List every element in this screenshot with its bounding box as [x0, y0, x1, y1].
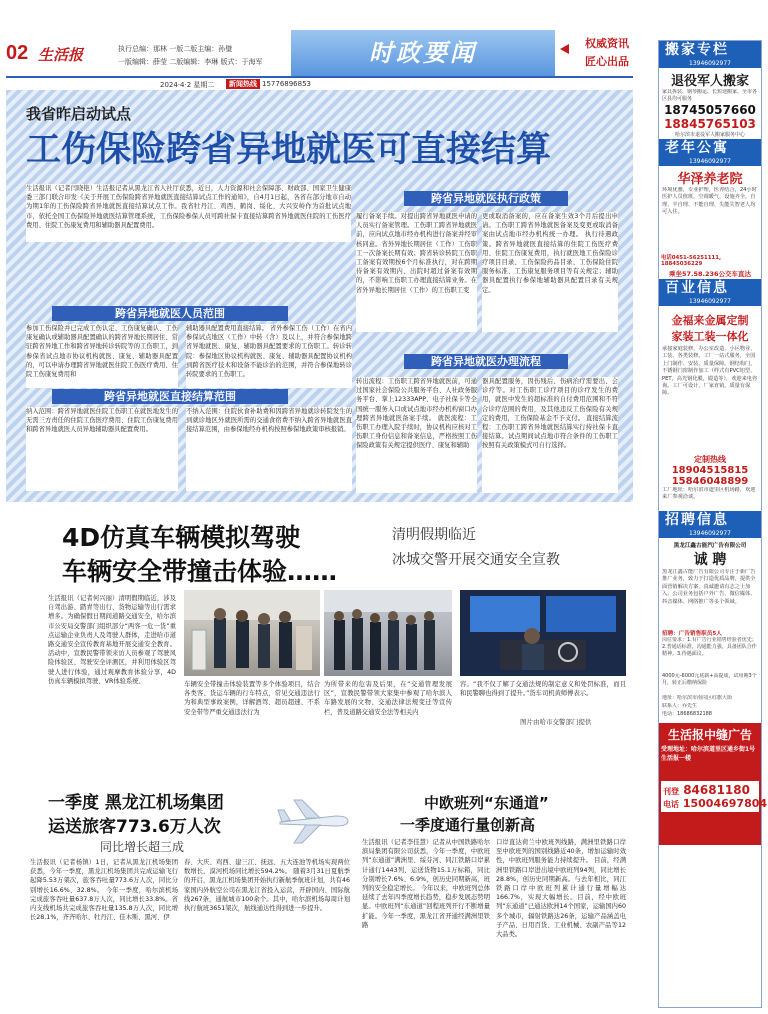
paper-logo: 生活报 [38, 46, 84, 64]
sec1-col2: 辅助器具配置费用直接结算。 省外参保工伤（工作）在省内参保试点地区（工作）中转（含）及以上，并符合参保地跨省异地就医、康复、辅助器具配置要求的工伤职工。转诊转院：参保地区协议机构就医、康复、辅助器具配置协议机构到跨省医疗技术和设备不能诊治的范围，并符合参保地转诊转院要求的工伤职工。 [186, 324, 352, 388]
decor-desc: 承接家庭装修，办公室改造、小区物业、工装、各类装修。工厂一站式服务，全国上门制作、安装，质量保障。钢结构门，不锈钢门窗制作加工（样式有PVC铝型，PET，高光钢化膜，锻造等），欢迎来电咨询。工厂可设计，厂家直销，质量有保障。 [662, 346, 758, 397]
elderly-desc: 环境优雅，专业护理，医养结合，24小时医护人员值班，空调暖气，设施齐全，自理、半自理、不能自理、失能失智老人均可入住。 [662, 187, 757, 216]
moving-phone-2: 18845765103 [664, 117, 756, 131]
decor-contact-label: 定制热线 [694, 455, 726, 464]
railway-headline-2: 一季度通行量创新高 [400, 816, 536, 834]
staff-line-2: 一版编辑：薛莹 二版编辑：李琳 版式：于海军 [118, 58, 263, 66]
ad-number-2: 15004697804 [682, 797, 768, 810]
decor-phone-1: 18904515815 [671, 465, 749, 476]
lead-headline: 工伤保险跨省异地就医可直接结算 [26, 129, 552, 170]
ad-desc: 受理地址：哈尔滨道里区通乡街1号生活报一楼 [661, 746, 756, 762]
decor-head: 百业信息 [659, 279, 761, 298]
airport-col2: 春、大庆、鸡西、建三江、抚远、五大连池等机场实现两位数增长，漠河机场同比增长594.2%。 随着3月31日夏航季的开启，黑龙江机场集团开始执行新航季航班计划，共有46家国内外航空公司在黑龙江省投入运营，开辟国内、国际航线267条，通航城市100余个。其中，哈尔滨机场每周计划执行航班3651架次，航线通达性得到进一步提升。 [184, 859, 350, 913]
arrow-icon [560, 44, 569, 54]
ad-label-1: 刊登 [663, 787, 679, 796]
airport-headline-2: 运送旅客773.6万人次 [48, 817, 221, 837]
sec4-col1: 转出流程：工伤职工跨省异地就医前，可通过国家社会保险公共服务平台、人社政务服务平台、掌上12333APP、电子社保卡等全国统一服务入口或试点地市经办机构窗口办理跨省异地就医备案手续。 就医流程：工伤职工办理入院手续时，协议机构应核对工伤职工身份信息和备案信息，严格按照工伤保险政策有关规定提供医疗、康复和辅助 [356, 377, 477, 493]
sec2-title: 跨省异地就医直接结算范围 [52, 389, 288, 404]
section-banner [291, 30, 555, 76]
jobs-company: 黑龙江鑫古能汽广告有限公司 [673, 543, 747, 549]
railway-col1: 生活报讯（记者李佳慧）记者从中国铁路哈尔滨局集团有限公司获悉，今年一季度，中欧班列“东通道”满洲里、绥芬河、同江铁路口岸累计通行1443列、运送货物15.1万标箱，同比分别增长7.6%、6.9%，创历史同期新高，班列的安全稳定增长。 今年以来，中欧班列总体延续了去年四季度增长趋势，稳步发展态势明显。中欧班列“东通道”回程班列开行不断增量扩能。今年一季度，黑龙江省开通经满洲里铁路 [362, 839, 490, 929]
jobs-head: 招聘信息 [659, 511, 761, 530]
sec1-title: 跨省异地就医人员范围 [52, 306, 288, 321]
drive-body-left: 生活报讯（记者何兴丽）清明假期临近，涉及自驾出游、踏青等出行、货物运输等出行需求增多。为确保假日期间道路交通安全，哈尔滨市公安局交警部门组织部分“两客一危一货”重点运输企业负责人及驾驶人群体，走进哈市道路交通安全宣传教育基地开展交通安全教育。 活动中，宣教民警带领来访人员参观了驾驶风险体验区、驾驶安全评测区，并利用体验区驾驶人进行体验，通过观摩教育体验分享，4D仿真车辆模拟驾驶、VR体验系统、 [48, 595, 176, 685]
lead-intro: 生活报讯（记者闫晓艳）生活报记者从黑龙江省人社厅获悉，近日，人力资源和社会保障部、财政部、国家卫生健康委三部门联合印发《关于开展工伤保险跨省异地就医直接结算试点工作的通知》，自4月1日起，各省在部分地市自动为期1年的工伤保险跨省异地就医直接结算试点工作。我省牡丹江、鸡西、鹤岗、绥化、大兴安岭作为首批试点地市，依托全国工伤保险异地就医结算管理系统，工伤保险参保人员可跨社保卡直接结算跨省异地就医住院的工伤医疗费用、住院工伤康复费用和辅助器具配置费用。 [26, 184, 351, 242]
jobs-salary: 4000元-6000元底薪+高提成，试用期3个月，转正后缴纳保险 [662, 673, 757, 686]
drive-body-mid: 车辆安全带撞击体验装置等多个体验项目，结合各类客、货运车辆的行车特点，常见交通违法行为和典型事故案例，详解酒驾、超员超速、不系安全带等严重交通违法行为 [184, 681, 320, 716]
sec4-col2: 器具配置服务，因伤残后、伤病治疗需要出、会诊疗等。对工伤职工诊疗项目的诊疗发生的费用，就医中发生的超标准的自付费用范围和不符合诊疗范围的费用，及其他违反工伤保险有关规定的费用，工伤保险基金不予支付。 直接结算流程：工伤职工跨省异地就医结算实行持社保卡直接结算。试点期间试点地市符合条件的工伤职工按照有关政策模式可自行选择。 [482, 377, 618, 493]
jobs-addr: 地址：哈尔滨市南岗区红旗大街 [662, 695, 733, 701]
section-title: 时政要闻 [369, 39, 477, 67]
airport-col1: 生活报讯（记者杨镇）1日，记者从黑龙江机场集团获悉，今年一季度，黑龙江机场集团共完成运输飞行起降5.53万架次，旅客吞吐量773.6万人次，同比分别增长16.6%、32.8%。 今年一季度，哈尔滨机场完成旅客吞吐量637.8万人次，同比增长33.8%。省内支线机场共完成旅客吞吐量135.8万人次，同比增长28.1%，齐齐哈尔、牡丹江、佳木斯、黑河、伊 [30, 859, 178, 922]
railway-col2: 口岸直达荷兰中欧班列线路，满洲里铁路口岸至中欧班列的国别线路近40条，增加运输时效性，中欧班列服务能力持续提升。 目前，经满洲里铁路口岸进出境中欧班列94列，同比增长28.8%，创历史同期新高。与去年相比，同江铁路口岸中欧班列累计通行量增幅达166.7%，实现大幅增长。目前，经中欧班列“东通道”已通达欧洲14个国家，运输国内60多个城市，辐射铁路达26条，运输产品涵盖电子产品、日用百货、工业机械、农副产品等12大品类。 [496, 839, 626, 939]
sec2-col1: 纳入范围：跨省异地就医住院工伤职工在就医地发生的无需三方责任的住院工伤医疗费用、住院工伤康复费用和跨省异地就医人员异地辅助器具配置费用。 [26, 407, 178, 491]
moving-phone-1: 18745057660 [664, 103, 756, 117]
ad-number-1: 84681180 [683, 783, 750, 797]
ad-box [659, 723, 768, 845]
page-number: 02 [6, 42, 29, 64]
lead-kicker: 我省昨启动试点 [26, 105, 132, 123]
jobs-desc: 黑龙江鑫古能广告有限公司专注于新广告推广业务，致力于打造优质品牌，提供全面营销解决方案，真诚邀请有志之士加入。公司业务包括户外广告、微信媒体、抖音媒体、网络推广等多个领域。 [662, 569, 756, 605]
header-rule [6, 76, 633, 78]
jobs-positions: 招聘：广告销售职员5人 [662, 631, 722, 637]
elderly-head: 老年公寓 [659, 139, 761, 158]
ad-numbers [661, 781, 768, 812]
airport-headline-1: 一季度 黑龙江机场集团 [48, 793, 224, 813]
sec4-title: 跨省异地就医办理流程 [404, 354, 568, 369]
sec1-col1: 参加工伤保险并已完成工伤认定、工伤康复确认、工伤康复确认或辅助器具配置确认的跨省异地长期居住、常驻跨省异地工作和跨省异地转诊转院等的工伤职工，到参保省试点地市协议机构就医、康复、辅助器具配置的，可以申请办理跨省异地就医住院工伤医疗费用、住院工伤康复费用和 [26, 324, 178, 388]
airplane-icon [276, 796, 352, 846]
moving-desc: 家具拆装、钢琴搬运、长短途搬家、全市各区县均可服务 [662, 89, 758, 102]
hotline-label: 新闻热线 [226, 79, 260, 89]
slogan-2: 匠心出品 [585, 55, 629, 68]
training-photo-1 [184, 590, 320, 676]
decor-title-1: 金福来金属定制 [671, 314, 749, 327]
moving-tel: 13946092977 [659, 60, 761, 68]
sec3-col1: 履行备案手续。对提出跨省异地就医申请的人员实行备案管理。工伤职工跨省异地就医前，应向试点地市经办机构进行备案并经审核同意。省外异地长期居住（工作）工伤职工一次备案长期有效；跨省转诊转院工伤职工备案有效期按6个月标准执行，对在跨期待备案有效期内、出院时超过备案有效期的，不影响工伤职工办理直接结算业务。在省外异地长期居住（工作）的工伤职工变 [356, 212, 477, 332]
sidebar [658, 40, 768, 1008]
moving-title: 退役军人搬家 [670, 74, 749, 89]
drive-headline-1: 4D仿真车辆模拟驾驶 [62, 523, 301, 552]
elderly-phones: 电话0451-56251111, 18845036229 [661, 255, 722, 267]
staff-line-1: 执行总编：那林 一版二版主编：孙璧 [118, 45, 233, 53]
ad-line-1 [663, 783, 757, 797]
elderly-addr: 乘坐57.58.236公交车直达 [668, 270, 752, 278]
sec2-col2: 不纳入范围：住院伙食补助费和因跨省异地就诊转院发生的到就诊地区外就医所需的交通食宿费不纳入跨省异地就医直接结算范围，由参保地经办机构按照参保地政策审核报销。 [186, 407, 352, 491]
decor-tel: 13946092977 [659, 298, 761, 306]
drive-sub-2: 冰城交警开展交通安全宣教 [392, 552, 560, 568]
hotline-number: 15776896853 [262, 80, 311, 88]
training-photo-3 [460, 590, 626, 676]
decor-title-2: 家装工装一体化 [671, 330, 749, 343]
ad-title: 生活报中缝广告 [667, 728, 752, 742]
ad-label-2: 电话 [663, 800, 679, 809]
elderly-tel: 13946092977 [659, 158, 761, 166]
decor-addr: 工厂地址：哈尔滨市道里区机场路，欢迎来厂参观洽谈。 [662, 487, 756, 500]
jobs-requirements: 岗位要求：1.有广告行业销售经验者优先；2.普通话标准，沟通能力强，具备团队合作精神。3.待遇面议。 [662, 637, 757, 657]
date-line: 2024·4·2 星期二 [160, 81, 215, 89]
moving-head: 搬家专栏 [659, 41, 761, 60]
training-photo-2 [324, 590, 452, 676]
photo-content [324, 590, 452, 676]
drive-sub-1: 清明假期临近 [392, 527, 476, 543]
moving-footer: 哈尔滨市退役军人搬家服务中心 [674, 132, 745, 138]
jobs-tel: 13946092977 [659, 530, 761, 538]
airport-sub: 同比增长超三成 [100, 840, 185, 854]
railway-headline-1: 中欧班列“东通道” [424, 794, 549, 812]
drive-body-r1: 为所带来的危害及后果，在“交通管理发展区”，宣教民警带领大家集中参观了哈尔滨人车路发展的文物、交通法律法规变迁等宣传栏，普及道路交通安全法等相关内 [324, 681, 452, 716]
photo-caption: 图片由哈市交警部门提供 [520, 718, 592, 726]
drive-headline-2: 车辆安全带撞击体验…… [62, 557, 338, 586]
photo-content [460, 590, 626, 676]
slogan-1: 权威资讯 [585, 37, 629, 50]
ad-line-2 [663, 797, 768, 810]
photo-content [184, 590, 320, 676]
airplane-drawing [276, 796, 352, 846]
jobs-phone: 电话：18686832188 [662, 711, 712, 717]
sec3-col2: 更或取消备案的，应在备案生效3个月后提出申请。工伤职工跨省异地就医备案及变更或取消备案由试点地市经办机构统一办理。 执行待遇政策。跨省异地就医直接结算的住院工伤医疗费用、住院工伤康复费用，执行就医地工伤保险诊疗项目目录、工伤保险药品目录、工伤保险住院服务标准、工伤康复服务项目等有关规定；辅助器具配置执行参保地辅助器具配置目录有关规定。 [482, 212, 618, 332]
jobs-contact: 联系人：乔先生 [662, 703, 698, 709]
sec3-title: 跨省异地就医执行政策 [404, 191, 568, 206]
drive-body-r2: 容。“我不仅了解了交通法规的制定意义和处罚标准，而且和民警聊也得到了提升。”货车司机黄师傅表示。 [460, 681, 626, 698]
decor-phone-2: 15846048899 [671, 476, 749, 487]
elderly-title: 华泽养老院 [677, 172, 743, 187]
jobs-title: 诚 聘 [693, 552, 727, 568]
